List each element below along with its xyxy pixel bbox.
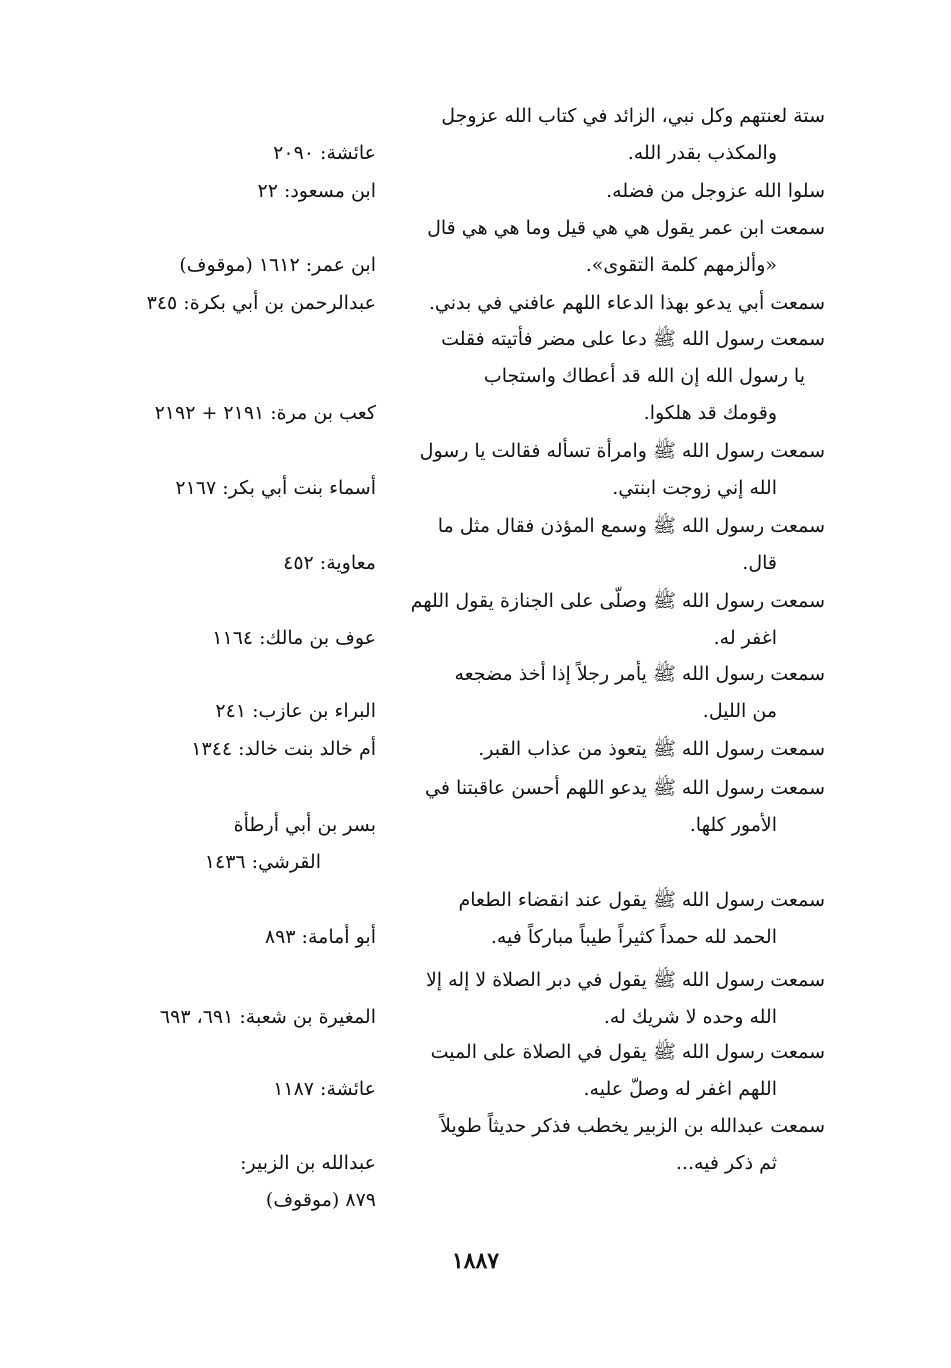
narrator-line: عبدالله بن الزبير: (240, 1152, 376, 1174)
hadith-line: سمعت رسول الله ﷺ يقول عند انقضاء الطعام (458, 889, 825, 911)
hadith-line: سمعت رسول الله ﷺ يقول في دبر الصلاة لا إله إلا (425, 969, 825, 991)
hadith-text (415, 508, 825, 582)
narrator-reference (116, 1145, 376, 1219)
hadith-line: والمكذب بقدر الله. (627, 142, 777, 164)
hadith-line: سمعت عبدالله بن الزبير يخطب فذكر حديثاً طويلاً (440, 1115, 825, 1137)
narrator-reference (116, 807, 376, 881)
hadith-line: سمعت رسول الله ﷺ يدعو اللهم أحسن عاقبتنا في (425, 777, 825, 799)
hadith-text (415, 1108, 825, 1182)
hadith-line: سمعت أبي يدعو بهذا الدعاء اللهم عافني في بدني. (428, 292, 825, 314)
narrator-reference (116, 135, 376, 172)
hadith-line: الأمور كلها. (689, 814, 777, 836)
hadith-text (415, 285, 825, 322)
narrator-reference (116, 173, 376, 210)
hadith-line: سلوا الله عزوجل من فضله. (606, 180, 825, 202)
hadith-text (415, 962, 825, 1036)
narrator-reference (116, 919, 376, 956)
narrator-line: أم خالد بنت خالد: ١٣٤٤ (191, 738, 376, 760)
narrator-reference (116, 999, 376, 1036)
narrator-line: عائشة: ٢٠٩٠ (273, 142, 376, 164)
narrator-line: عائشة: ١١٨٧ (273, 1078, 376, 1100)
narrator-reference (116, 247, 376, 284)
hadith-line: يا رسول الله إن الله قد أعطاك واستجاب (483, 365, 805, 387)
narrator-line: ٨٧٩ (موقوف) (265, 1189, 376, 1211)
hadith-line: سمعت رسول الله ﷺ وامرأة تسأله فقالت يا رسول (419, 440, 825, 462)
narrator-line: أسماء بنت أبي بكر: ٢١٦٧ (175, 477, 376, 499)
hadith-text (410, 583, 825, 657)
hadith-line: من الليل. (702, 700, 777, 722)
hadith-line: اللهم اغفر له وصلّ عليه. (583, 1078, 777, 1100)
hadith-line: سمعت رسول الله ﷺ يأمر رجلاً إذا أخذ مضجعه (454, 663, 825, 685)
narrator-reference (116, 285, 376, 322)
hadith-line: اغفر له. (713, 627, 777, 649)
hadith-text (415, 173, 825, 210)
narrator-reference (116, 545, 376, 582)
hadith-line: «وألزمهم كلمة التقوى». (585, 254, 777, 276)
narrator-reference (116, 731, 376, 768)
hadith-text (415, 1034, 825, 1108)
narrator-line: بسر بن أبي أرطأة (233, 814, 376, 836)
narrator-line: ابن مسعود: ٢٢ (257, 180, 376, 202)
hadith-line: سمعت رسول الله ﷺ دعا على مضر فأتيته فقلت (441, 328, 825, 350)
hadith-text (415, 882, 825, 956)
hadith-text (415, 770, 825, 844)
hadith-line: قال. (742, 552, 777, 574)
hadith-line: ثم ذكر فيه... (675, 1152, 777, 1174)
narrator-line: عوف بن مالك: ١١٦٤ (212, 627, 376, 649)
hadith-text (415, 210, 825, 284)
narrator-line: عبدالرحمن بن أبي بكرة: ٣٤٥ (146, 292, 376, 314)
hadith-line: سمعت رسول الله ﷺ وسمع المؤذن فقال مثل ما (437, 515, 825, 537)
page-number: ١٨٨٧ (451, 1248, 500, 1274)
narrator-line: معاوية: ٤٥٢ (283, 552, 376, 574)
narrator-reference (116, 470, 376, 507)
hadith-text (415, 433, 825, 507)
hadith-line: سمعت ابن عمر يقول هي هي قيل وما هي هي قال (427, 217, 825, 239)
narrator-reference (116, 620, 376, 657)
narrator-line: البراء بن عازب: ٢٤١ (215, 700, 376, 722)
narrator-line: المغيرة بن شعبة: ٦٩١، ٦٩٣ (159, 1006, 376, 1028)
hadith-text (415, 321, 825, 432)
narrator-line: كعب بن مرة: ٢١٩١ + ٢١٩٢ (154, 402, 376, 424)
hadith-line: سمعت رسول الله ﷺ يقول في الصلاة على الميت (430, 1041, 825, 1063)
hadith-line: وقومك قد هلكوا. (643, 402, 777, 424)
hadith-line: سمعت رسول الله ﷺ وصلّى على الجنازة يقول اللهم (410, 590, 825, 612)
narrator-reference (116, 1071, 376, 1108)
hadith-line: ستة لعنتهم وكل نبي، الزائد في كتاب الله عزوجل (441, 105, 825, 127)
hadith-line: الله وحده لا شريك له. (603, 1006, 777, 1028)
hadith-line: سمعت رسول الله ﷺ يتعوذ من عذاب القبر. (478, 738, 825, 760)
hadith-text (415, 98, 825, 172)
hadith-line: الله إني زوجت ابنتي. (612, 477, 777, 499)
hadith-line: الحمد لله حمداً كثيراً طيباً مباركاً فيه. (490, 926, 777, 948)
hadith-text (415, 656, 825, 730)
narrator-line: أبو أمامة: ٨٩٣ (264, 926, 376, 948)
narrator-line: القرشي: ١٤٣٦ (204, 851, 321, 873)
narrator-reference (116, 395, 376, 432)
narrator-line: ابن عمر: ١٦١٢ (موقوف) (179, 254, 376, 276)
narrator-reference (116, 693, 376, 730)
hadith-text (415, 731, 825, 768)
